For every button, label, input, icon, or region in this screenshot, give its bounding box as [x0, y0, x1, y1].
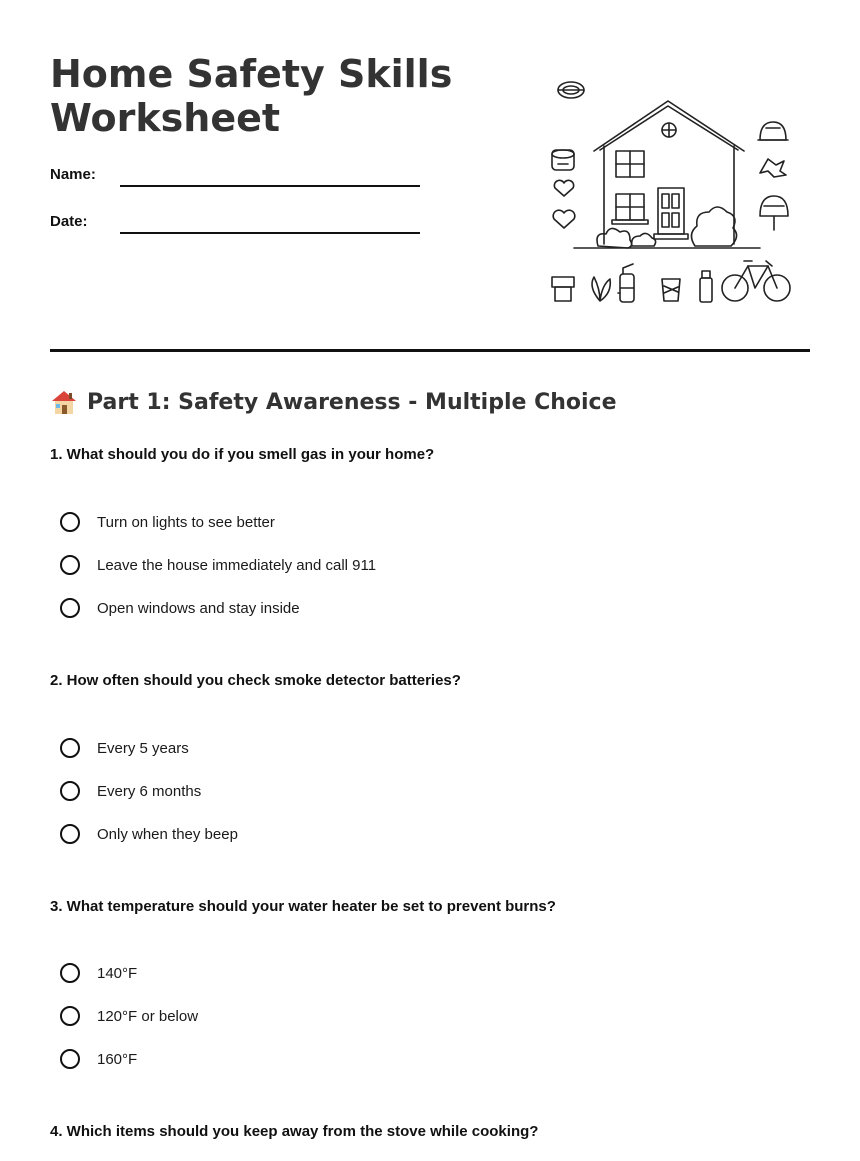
option-label: Every 6 months	[97, 782, 202, 800]
option-label: 140°F	[97, 964, 138, 982]
name-line[interactable]	[120, 185, 420, 187]
radio-button[interactable]	[60, 555, 80, 575]
date-field	[50, 213, 470, 243]
radio-button[interactable]	[60, 598, 80, 618]
q2-option-2[interactable]	[60, 778, 201, 804]
q3-option-1[interactable]	[60, 960, 137, 986]
worksheet-page	[50, 0, 810, 1161]
option-label: 120°F or below	[97, 1007, 199, 1025]
radio-button[interactable]	[60, 1006, 80, 1026]
name-field	[50, 166, 470, 196]
name-label: Name:	[50, 166, 96, 183]
page-title: Home Safety Skills Worksheet	[50, 52, 453, 140]
radio-button[interactable]	[60, 1049, 80, 1069]
fire-extinguisher-icon	[618, 264, 712, 302]
date-label: Date:	[50, 213, 88, 230]
house-icon	[574, 101, 760, 248]
first-aid-kit-icon	[552, 277, 574, 301]
radio-button[interactable]	[60, 781, 80, 801]
part1-title: Part 1: Safety Awareness - Multiple Choice	[87, 389, 617, 415]
date-line[interactable]	[120, 232, 420, 234]
smoke-detector-icon	[558, 82, 584, 98]
header-divider	[50, 349, 810, 352]
question-4: 4. Which items should you keep away from the stove while cooking?	[50, 1123, 539, 1140]
option-label: Turn on lights to see better	[97, 513, 275, 531]
home-safety-illustration-icon	[550, 78, 800, 308]
q3-option-2[interactable]	[60, 1003, 198, 1029]
option-label: 160°F	[97, 1050, 138, 1068]
question-1: 1. What should you do if you smell gas in your home?	[50, 446, 435, 463]
faucet-icon	[760, 159, 786, 177]
option-label: Only when they beep	[97, 825, 238, 843]
q1-option-3[interactable]	[60, 595, 300, 621]
question-3: 3. What temperature should your water heater be set to prevent burns?	[50, 898, 556, 915]
q3-option-3[interactable]	[60, 1046, 137, 1072]
heart-icon	[553, 180, 575, 228]
q1-option-2[interactable]	[60, 552, 376, 578]
radio-button[interactable]	[60, 738, 80, 758]
option-label: Every 5 years	[97, 739, 189, 757]
trash-can-icon	[662, 279, 680, 301]
radio-button[interactable]	[60, 512, 80, 532]
smoke-alarm-icon	[552, 150, 574, 170]
radio-button[interactable]	[60, 963, 80, 983]
option-label: Open windows and stay inside	[97, 599, 300, 617]
radio-button[interactable]	[60, 824, 80, 844]
part1-heading	[50, 389, 617, 415]
house-emoji-icon	[50, 389, 78, 415]
question-2: 2. How often should you check smoke detector batteries?	[50, 672, 461, 689]
q1-option-1[interactable]	[60, 509, 275, 535]
option-label: Leave the house immediately and call 911	[97, 556, 377, 574]
q2-option-3[interactable]	[60, 821, 238, 847]
plant-icon	[592, 277, 610, 301]
q2-option-1[interactable]	[60, 735, 189, 761]
bicycle-icon	[722, 261, 790, 301]
